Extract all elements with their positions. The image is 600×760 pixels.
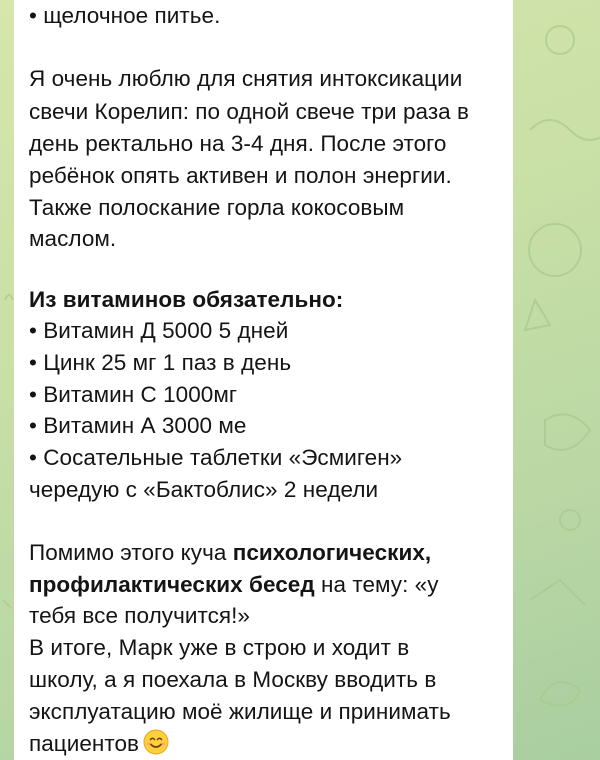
- message-line: В итоге, Марк уже в строю и ходит в: [29, 635, 410, 660]
- list-item: • Цинк 25 мг 1 паз в день: [29, 350, 292, 375]
- message-line: Я очень люблю для снятия интоксикации: [29, 66, 463, 91]
- list-item: • Сосательные таблетки «Эсмиген»: [29, 445, 403, 470]
- list-item: • Витамин С 1000мг: [29, 382, 238, 407]
- message-line: чередую с «Бактоблис» 2 недели: [29, 477, 379, 502]
- message-line: [29, 728, 169, 760]
- smiling-face-emoji: [143, 729, 169, 755]
- message-text: пациентов: [29, 731, 140, 756]
- message-line: тебя все получится!»: [29, 603, 250, 628]
- bold-text: психологических,: [232, 540, 432, 565]
- message-line: [29, 537, 431, 569]
- message-line: маслом.: [29, 226, 117, 251]
- vitamins-heading: Из витаминов обязательно:: [29, 287, 344, 312]
- message-text: на тему: «у: [314, 572, 439, 597]
- message-line: Также полоскание горла кокосовым: [29, 195, 405, 220]
- message-line: день ректально на 3-4 дня. После этого: [29, 131, 447, 156]
- list-item: • Витамин Д 5000 5 дней: [29, 318, 289, 343]
- message-line: школу, а я поехала в Москву вводить в: [29, 667, 437, 692]
- message-line: ребёнок опять активен и полон энергии.: [29, 163, 452, 188]
- list-item: • Витамин А 3000 ме: [29, 413, 247, 438]
- message-text: Помимо этого куча: [29, 540, 233, 565]
- message-line: • щелочное питье.: [29, 3, 221, 28]
- message-line: эксплуатацию моё жилище и принимать: [29, 699, 451, 724]
- bold-text: профилактических бесед: [29, 572, 315, 597]
- message-line: [29, 569, 439, 601]
- message-line: свечи Корелип: по одной свече три раза в: [29, 99, 470, 124]
